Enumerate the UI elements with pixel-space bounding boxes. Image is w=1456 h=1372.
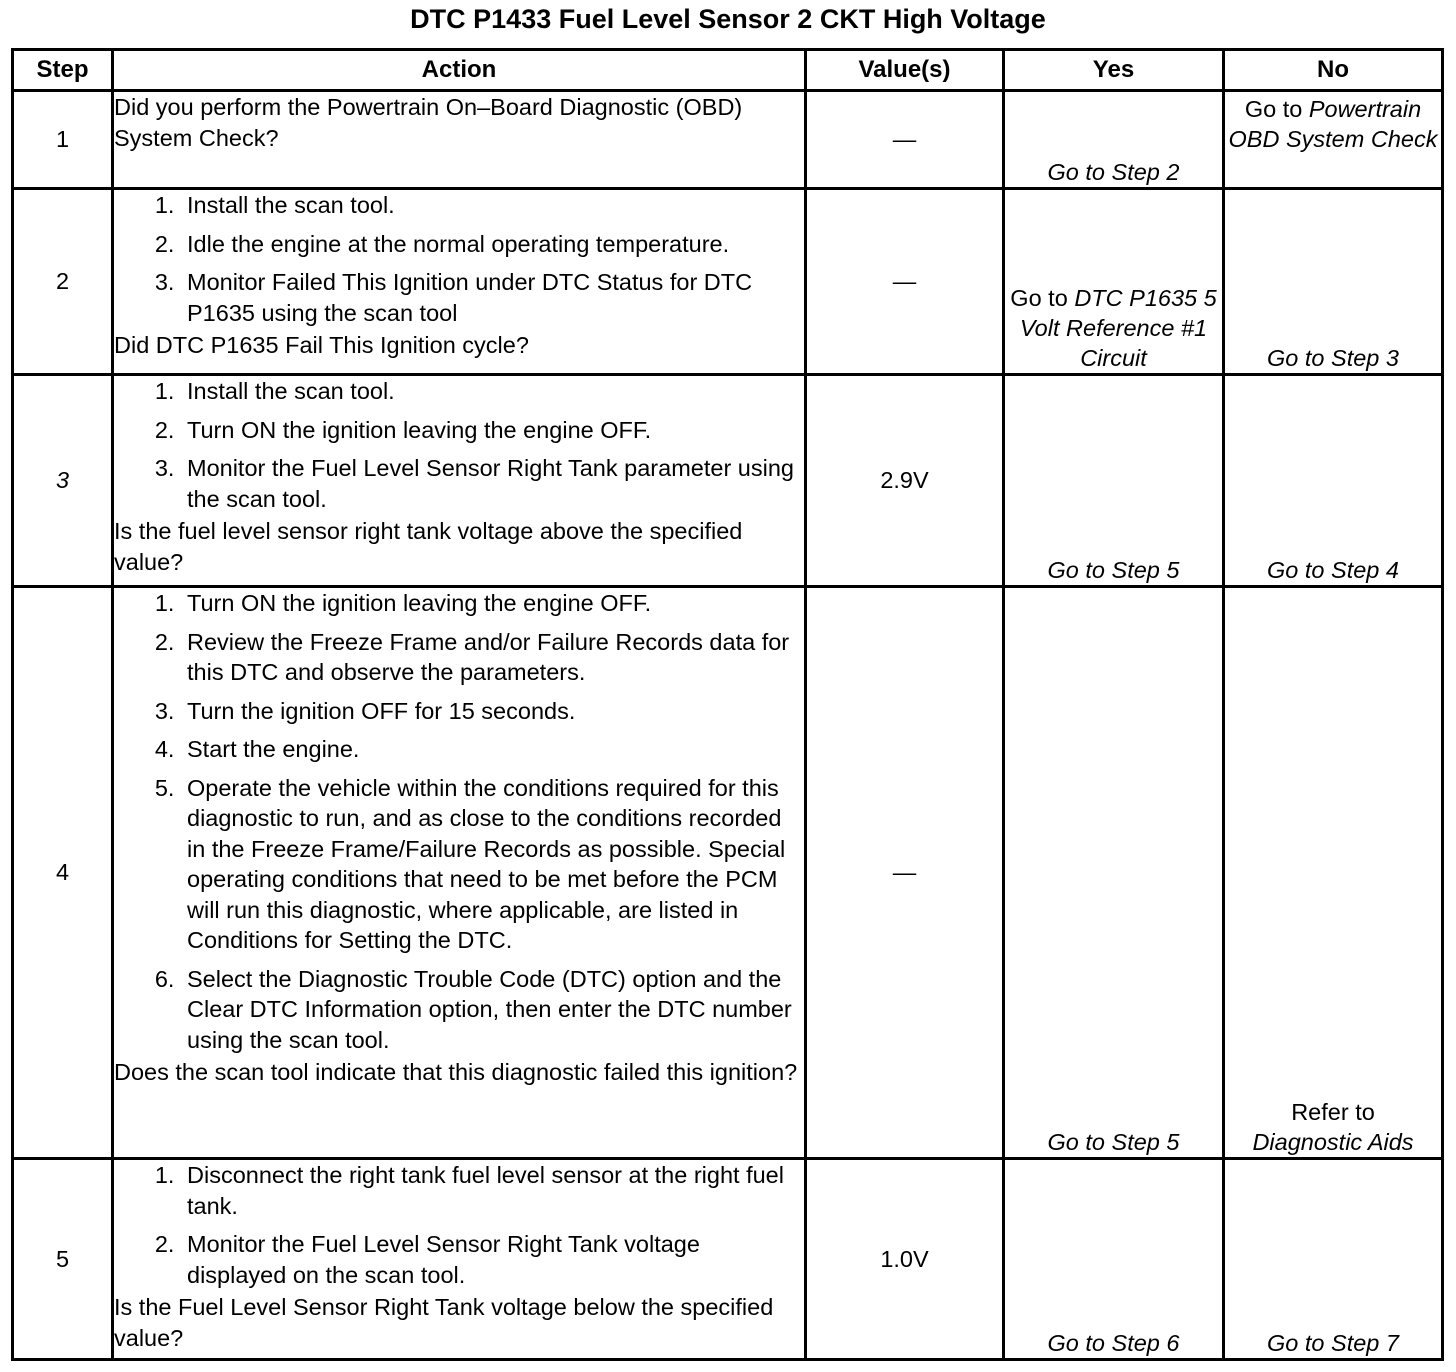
- value-cell: —: [806, 587, 1004, 1159]
- table-row-step-1: [13, 91, 1443, 189]
- action-item: 1. Install the scan tool.: [181, 376, 804, 407]
- table-row-step-5: [13, 1159, 1443, 1360]
- no-prefix: Go to: [1244, 96, 1303, 122]
- diagnostic-table: [11, 48, 1444, 1361]
- action-question: Does the scan tool indicate that this diagnostic failed this ignition?: [114, 1059, 798, 1085]
- action-item: 2. Monitor the Fuel Level Sensor Right Tank voltage displayed on the scan tool.: [181, 1229, 804, 1290]
- no-cell: [1224, 91, 1443, 189]
- table-row-step-2: [13, 189, 1443, 375]
- no-cell: Go to Step 7: [1224, 1159, 1443, 1360]
- action-item: 5. Operate the vehicle within the conditions required for this diagnostic to run, and as close to the conditions recorded in the Freeze Frame/Failure Records as possible. Special operating conditions that need to be met before the PCM will run this diagnostic, where applicable, are listed in Conditions for Setting the DTC.: [181, 773, 804, 956]
- yes-cell: Go to Step 6: [1004, 1159, 1224, 1360]
- value-cell: 1.0V: [806, 1159, 1004, 1360]
- yes-cell: [1004, 189, 1224, 375]
- step-number: 1: [13, 91, 113, 189]
- action-item: 2. Turn ON the ignition leaving the engine OFF.: [181, 415, 804, 446]
- action-item: 1. Install the scan tool.: [181, 190, 804, 221]
- step-number: 2: [13, 189, 113, 375]
- action-item: 1. Turn ON the ignition leaving the engine OFF.: [181, 588, 804, 619]
- action-question: Is the Fuel Level Sensor Right Tank voltage below the specified value?: [114, 1294, 774, 1351]
- action-question: Is the fuel level sensor right tank voltage above the specified value?: [114, 518, 743, 575]
- value-cell: 2.9V: [806, 375, 1004, 587]
- action-item: 2. Idle the engine at the normal operating temperature.: [181, 229, 804, 260]
- header-step: Step: [13, 50, 113, 91]
- header-values: Value(s): [806, 50, 1004, 91]
- no-cell: Go to Step 3: [1224, 189, 1443, 375]
- yes-cell: Go to Step 5: [1004, 587, 1224, 1159]
- no-cell: Go to Step 4: [1224, 375, 1443, 587]
- yes-cell: Go to Step 5: [1004, 375, 1224, 587]
- yes-cell: Go to Step 2: [1004, 91, 1224, 189]
- action-item: 4. Start the engine.: [181, 734, 804, 765]
- value-cell: —: [806, 189, 1004, 375]
- action-item: 2. Review the Freeze Frame and/or Failure Records data for this DTC and observe the parameters.: [181, 627, 804, 688]
- action-list: [114, 1160, 804, 1290]
- header-yes: Yes: [1004, 50, 1224, 91]
- action-cell: [113, 375, 806, 587]
- header-action: Action: [113, 50, 806, 91]
- header-no: No: [1224, 50, 1443, 91]
- page-title: DTC P1433 Fuel Level Sensor 2 CKT High Voltage: [410, 4, 1046, 34]
- table-row-step-3: [13, 375, 1443, 587]
- action-cell: [113, 189, 806, 375]
- action-list: [114, 190, 804, 328]
- no-cell: [1224, 587, 1443, 1159]
- action-cell: [113, 91, 806, 189]
- yes-prefix: Go to: [1010, 285, 1068, 311]
- no-reference: Powertrain OBD System Check: [1228, 96, 1438, 152]
- action-item: 3. Monitor the Fuel Level Sensor Right Tank parameter using the scan tool.: [181, 453, 804, 514]
- step-number: 3: [13, 375, 113, 587]
- action-list: [114, 588, 804, 1055]
- no-prefix: Refer to: [1291, 1099, 1375, 1125]
- action-question: Did DTC P1635 Fail This Ignition cycle?: [114, 332, 529, 358]
- action-item: 6. Select the Diagnostic Trouble Code (DTC) option and the Clear DTC Information option, then enter the DTC number using the scan tool.: [181, 964, 804, 1056]
- action-list: [114, 376, 804, 514]
- step-number: 4: [13, 587, 113, 1159]
- value-cell: —: [806, 91, 1004, 189]
- action-cell: [113, 587, 806, 1159]
- table-header-row: [13, 50, 1443, 91]
- yes-reference: DTC P1635 5 Volt Reference #1 Circuit: [1019, 285, 1217, 371]
- action-item: 3. Monitor Failed This Ignition under DTC Status for DTC P1635 using the scan tool: [181, 267, 804, 328]
- action-item: 3. Turn the ignition OFF for 15 seconds.: [181, 696, 804, 727]
- no-reference: Diagnostic Aids: [1252, 1129, 1414, 1155]
- action-question: Did you perform the Powertrain On–Board Diagnostic (OBD) System Check?: [114, 94, 743, 151]
- action-item: 1. Disconnect the right tank fuel level sensor at the right fuel tank.: [181, 1160, 804, 1221]
- action-cell: [113, 1159, 806, 1360]
- step-number: 5: [13, 1159, 113, 1360]
- table-row-step-4: [13, 587, 1443, 1159]
